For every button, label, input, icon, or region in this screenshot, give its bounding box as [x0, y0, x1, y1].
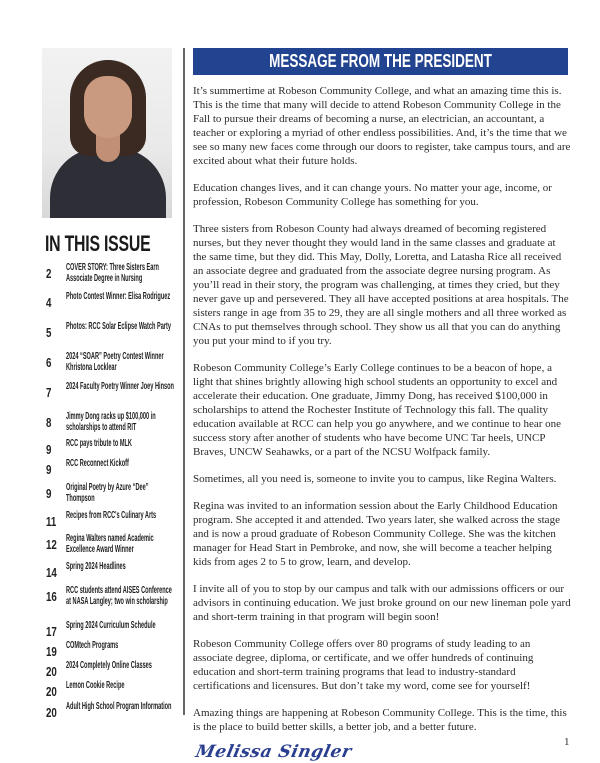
president-message [193, 84, 571, 761]
toc-item-text: 2024 Completely Online Classes [66, 660, 152, 671]
toc-page-number: 19 [46, 644, 57, 659]
toc-page-number: 20 [46, 664, 57, 679]
paragraph: I invite all of you to stop by our campus and talk with our admissions officers or our advisors in continuing education. We just broke ground on our new lineman pole yard and short-term training in that program will begin soon! [193, 583, 571, 623]
toc-item[interactable] [46, 510, 178, 529]
toc-item-text: Photo Contest Winner: Elisa Rodriguez [66, 291, 171, 302]
toc-page-number: 9 [46, 462, 52, 477]
paragraph: It’s summertime at Robeson Community College, and what an amazing time this is. This is the time that many will decide to attend Robeson Community College in the Fall to pursue their dreams of becoming a nurse, an electrician, an accountant, a teacher or exploring a myriad of other endless possibilities. And, it’s the time that we see so many new faces come through our doors to register, take campus tours, and are excited about what their future holds. [193, 85, 571, 167]
toc-item[interactable] [46, 680, 178, 699]
toc-item[interactable] [46, 586, 178, 607]
toc-page-number: 5 [46, 325, 52, 340]
toc-page-number: 20 [46, 705, 57, 720]
paragraph: Sometimes, all you need is, someone to invite you to campus, like Regina Walters. [193, 473, 557, 485]
toc-page-number: 11 [46, 514, 57, 529]
toc-item-text: Original Poetry by Azure “Dee” Thompson [66, 482, 149, 504]
toc-item-text: Lemon Cookie Recipe [66, 680, 125, 691]
page-number: 1 [564, 736, 570, 748]
toc-item[interactable] [46, 561, 178, 580]
toc-page-number: 9 [46, 442, 52, 457]
toc-item-text: COMtech Programs [66, 640, 119, 651]
paragraph: Robeson Community College offers over 80 programs of study leading to an associate degree, diploma, or certificate, and we offer hundreds of continuing education and short-term training programs that lead to industry-standard certifications and licensures. But don’t take my word, come see for yourself! [193, 638, 534, 692]
paragraph: Robeson Community College’s Early College continues to be a beacon of hope, a light that shines brightly allowing high school students an opportunity to excel and accelerate their education. One graduate, Jimmy Dong, has received $100,000 in scholarships to attend the Rochester Institute of Technology this fall. The quality education available at RCC can help you go anywhere, and we continue to hear one success story after another of students who have become UNC Tar heels, UNCP Braves, UNCW Seahawks, or a part of the NCSU Wolfpack family. [193, 362, 562, 458]
toc-page-number: 7 [46, 385, 52, 400]
toc-item-text: 2024 Faculty Poetry Winner Joey Hinson [66, 381, 174, 392]
paragraph: Regina was invited to an information session about the Early Childhood Education program. She accepted it and attended. Two years later, she walked across the stage and is now a proud graduate of Robeson Community College. She was the kitchen manager for Head Start in Pembroke, and now, she will become a teacher helping kids from ages 2 to 5 to grow, learn, and develop. [193, 500, 560, 568]
toc-page-number: 6 [46, 355, 52, 370]
toc-item[interactable] [46, 321, 178, 340]
toc-page-number: 9 [46, 486, 52, 501]
toc-page-number: 4 [46, 295, 52, 310]
section-title: MESSAGE FROM THE PRESIDENT [269, 51, 492, 71]
toc-page-number: 20 [46, 684, 57, 699]
toc-item-text: RCC pays tribute to MLK [66, 438, 132, 449]
toc-item[interactable] [46, 458, 178, 477]
paragraph: Three sisters from Robeson County had always dreamed of becoming registered nurses, but they never thought they would land in the same classes and graduate at the same time, but they did. This May, Dolly, Loretta, and Latasha Rice all received an associate degree and graduated from the associate degree nursing program. As you’ll read in their story, the program was challenging, at times they cried, but they never gave up and persevered. They all have accepted positions at area hospitals. The sisters range in age from 35 to 29, they are all single mothers and all three worked as CNAs to put themselves through school. They show us all that you can do anything you put your mind to if you try. [193, 223, 569, 347]
toc-item-text: COVER STORY: Three Sisters Earn Associate Degree in Nursing [66, 262, 159, 284]
toc-item-text: Regina Walters named Academic Excellence Award Winner [66, 533, 154, 555]
toc-item[interactable] [46, 291, 178, 310]
toc-item[interactable] [46, 352, 178, 373]
toc-item-text: Adult High School Program Information [66, 701, 172, 712]
toc-item-text: 2024 “SOAR” Poetry Contest Winner Khristona Locklear [66, 351, 164, 373]
toc-item[interactable] [46, 660, 178, 679]
toc-page-number: 12 [46, 537, 57, 552]
toc-item-text: RCC students attend AISES Conference at NASA Langley; two win scholarship [66, 585, 172, 607]
toc-item[interactable] [46, 534, 178, 555]
toc-page-number: 17 [46, 624, 57, 639]
signature: Melissa Singler [193, 742, 354, 762]
paragraph: Education changes lives, and it can change yours. No matter your age, income, or profession, Robeson Community College has something for you. [193, 182, 552, 208]
column-divider [183, 48, 185, 715]
toc-title: IN THIS ISSUE [45, 231, 151, 256]
photo-face-shape [84, 76, 132, 138]
president-photo [42, 48, 172, 218]
toc-item-text: Jimmy Dong racks up $100,000 in scholarships to attend RIT [66, 411, 156, 433]
toc-item[interactable] [46, 483, 178, 504]
toc-page-number: 8 [46, 415, 52, 430]
toc-item[interactable] [46, 620, 178, 639]
toc-item[interactable] [46, 640, 178, 659]
toc-item[interactable] [46, 263, 178, 284]
paragraph: Amazing things are happening at Robeson Community College. This is the time, this is the place to build better skills, a better job, and a better future. [193, 707, 567, 733]
toc-item-text: Spring 2024 Curriculum Schedule [66, 620, 156, 631]
toc-item[interactable] [46, 438, 178, 457]
toc-page-number: 2 [46, 266, 52, 281]
toc-page-number: 16 [46, 589, 57, 604]
toc-page-number: 14 [46, 565, 57, 580]
toc-item-text: Recipes from RCC's Culinary Arts [66, 510, 157, 521]
toc-item[interactable] [46, 381, 178, 400]
toc-item[interactable] [46, 412, 178, 433]
photo-neck-shape [96, 134, 120, 162]
toc-item[interactable] [46, 701, 178, 720]
toc-item-text: Spring 2024 Headlines [66, 561, 126, 572]
section-header [193, 48, 568, 75]
toc-item-text: Photos: RCC Solar Eclipse Watch Party [66, 321, 171, 332]
toc-item-text: RCC Reconnect Kickoff [66, 458, 129, 469]
